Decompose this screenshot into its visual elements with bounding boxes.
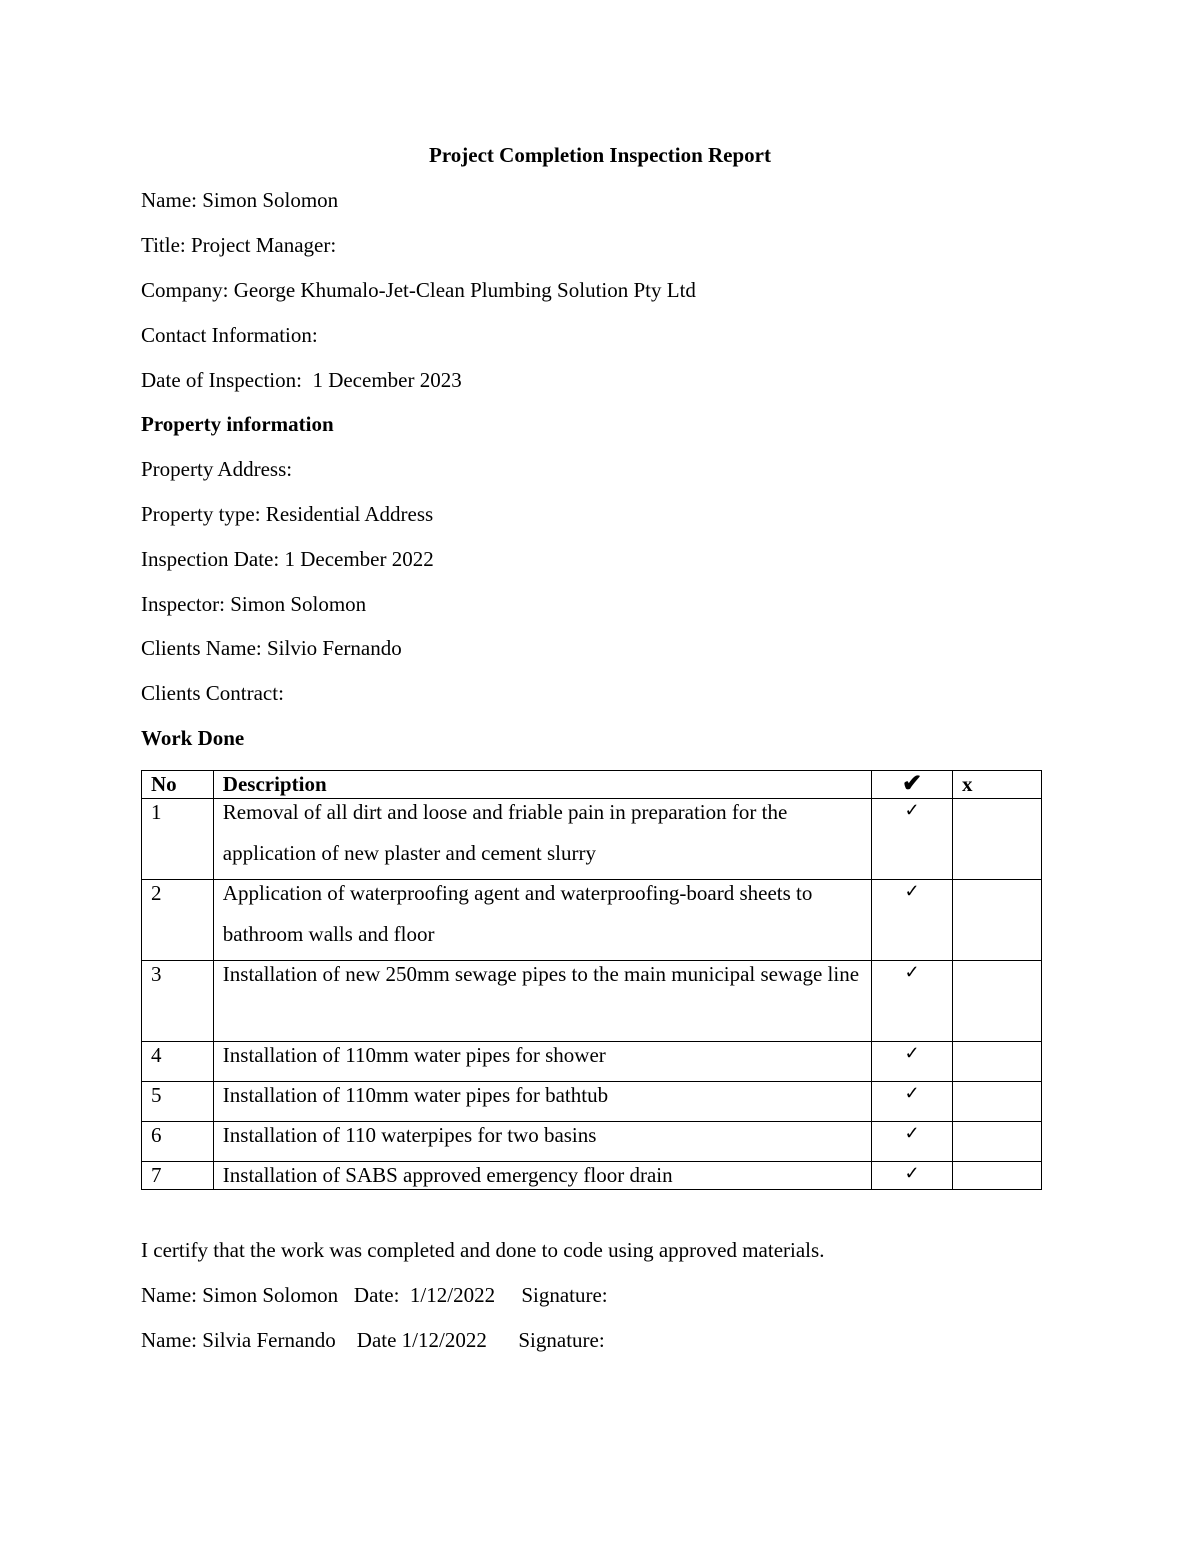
signoff-line-client: Name: Silvia Fernando Date 1/12/2022 Signature: (141, 1328, 605, 1352)
property-heading: Property information (141, 412, 334, 436)
column-header-description: Description (213, 771, 871, 799)
check-mark-icon: ✓ (872, 1122, 953, 1162)
table-row (142, 1162, 1042, 1190)
client-name-line: Clients Name: Silvio Fernando (141, 636, 402, 660)
row-description-text: Application of waterproofing agent and waterproofing-board sheets to bathroom walls and floor (222, 881, 813, 946)
row-description (213, 1162, 871, 1190)
row-description (213, 880, 871, 961)
check-mark-icon: ✓ (872, 1082, 953, 1122)
row-x-cell (953, 799, 1042, 880)
table-row (142, 1122, 1042, 1162)
row-number: 3 (142, 961, 214, 1042)
row-description-text: Installation of new 250mm sewage pipes to the main municipal sewage line (222, 962, 860, 986)
row-x-cell (953, 880, 1042, 961)
check-mark-icon: ✓ (872, 1162, 953, 1190)
row-description (213, 1082, 871, 1122)
certification-statement: I certify that the work was completed and done to code using approved materials. (141, 1238, 825, 1262)
work-done-heading: Work Done (141, 726, 245, 750)
property-address-line: Property Address: (141, 457, 293, 481)
report-title: Project Completion Inspection Report (429, 143, 771, 167)
company-line: Company: George Khumalo-Jet-Clean Plumbing Solution Pty Ltd (141, 278, 696, 302)
check-mark-icon: ✓ (872, 961, 953, 1042)
row-number: 7 (142, 1162, 214, 1190)
row-description-text: Installation of SABS approved emergency floor drain (222, 1163, 673, 1187)
row-x-cell (953, 1162, 1042, 1190)
title-line: Title: Project Manager: (141, 233, 337, 257)
name-line: Name: Simon Solomon (141, 188, 339, 212)
table-row (142, 799, 1042, 880)
row-description-text: Removal of all dirt and loose and friable pain in preparation for the application of new plaster and cement slurry (222, 800, 788, 865)
contact-line: Contact Information: (141, 323, 318, 347)
signoff-line-inspector: Name: Simon Solomon Date: 1/12/2022 Signature: (141, 1283, 608, 1307)
row-number: 2 (142, 880, 214, 961)
row-number: 1 (142, 799, 214, 880)
row-description (213, 1042, 871, 1082)
row-x-cell (953, 1122, 1042, 1162)
column-header-x: x (953, 771, 1042, 799)
row-number: 5 (142, 1082, 214, 1122)
row-number: 4 (142, 1042, 214, 1082)
table-row (142, 880, 1042, 961)
date-of-inspection-line: Date of Inspection: 1 December 2023 (141, 368, 462, 392)
property-type-line: Property type: Residential Address (141, 502, 434, 526)
row-x-cell (953, 961, 1042, 1042)
work-done-table (141, 770, 1042, 1190)
row-number: 6 (142, 1122, 214, 1162)
column-header-no: No (142, 771, 214, 799)
check-mark-icon: ✓ (872, 880, 953, 961)
row-description-text: Installation of 110 waterpipes for two basins (222, 1123, 597, 1147)
table-row (142, 1082, 1042, 1122)
row-description (213, 961, 871, 1042)
inspector-line: Inspector: Simon Solomon (141, 592, 367, 616)
check-mark-icon: ✓ (872, 799, 953, 880)
row-description-text: Installation of 110mm water pipes for bathtub (222, 1083, 609, 1107)
row-x-cell (953, 1042, 1042, 1082)
client-contract-line: Clients Contract: (141, 681, 284, 705)
row-x-cell (953, 1082, 1042, 1122)
inspection-date-line: Inspection Date: 1 December 2022 (141, 547, 434, 571)
table-row (142, 1042, 1042, 1082)
check-mark-icon: ✓ (872, 1042, 953, 1082)
row-description (213, 799, 871, 880)
row-description-text: Installation of 110mm water pipes for shower (222, 1043, 606, 1067)
column-header-check: ✔ (872, 771, 953, 799)
row-description (213, 1122, 871, 1162)
table-row (142, 961, 1042, 1042)
